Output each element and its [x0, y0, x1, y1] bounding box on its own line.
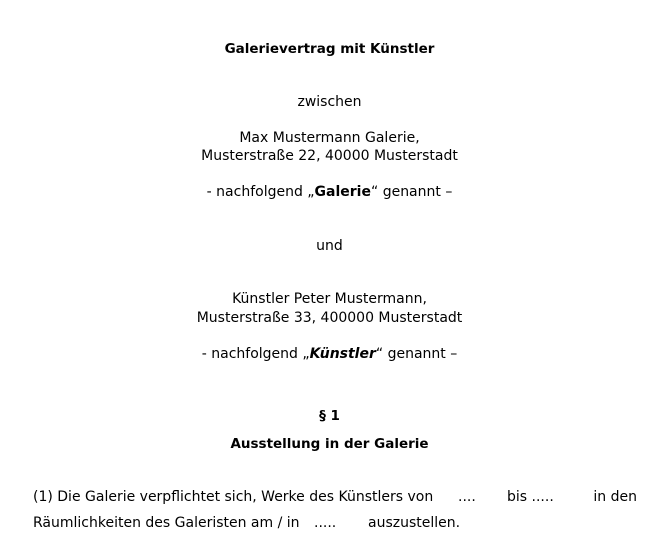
artist-designation-term: Künstler: [309, 346, 376, 362]
and-label: und: [316, 238, 343, 254]
paragraph-blank-place: .....: [314, 515, 337, 531]
section-heading: Ausstellung in der Galerie: [230, 436, 429, 452]
paragraph-line-1-tail: in den: [593, 489, 637, 505]
paragraph-line-2-text: Räumlichkeiten des Galeristen am / in: [33, 515, 300, 531]
gallery-name: Max Mustermann Galerie,: [239, 130, 420, 146]
artist-designation: [0, 345, 659, 363]
paragraph-blank-from: ....: [458, 489, 476, 505]
artist-name: Künstler Peter Mustermann,: [232, 291, 427, 307]
paragraph-line-2: [33, 514, 637, 532]
gallery-designation-term: Galerie: [314, 184, 371, 200]
gallery-designation-suffix: “ genannt –: [370, 184, 453, 200]
paragraph-line-1-text: (1) Die Galerie verpflichtet sich, Werke des Künstlers von: [33, 489, 434, 505]
between-label: zwischen: [297, 94, 362, 110]
artist-address: Musterstraße 33, 400000 Musterstadt: [196, 310, 463, 326]
gallery-address: Musterstraße 22, 40000 Musterstadt: [201, 148, 458, 164]
paragraph-line-2-tail: auszustellen.: [368, 515, 461, 531]
paragraph-line-1: [33, 488, 637, 506]
section-number: § 1: [319, 408, 340, 424]
gallery-designation: [0, 183, 659, 201]
document-title: Galerievertrag mit Künstler: [224, 41, 435, 57]
artist-designation-suffix: “ genannt –: [375, 346, 458, 362]
paragraph-bis: bis .....: [507, 489, 554, 505]
artist-designation-prefix: - nachfolgend „: [201, 346, 310, 362]
gallery-designation-prefix: - nachfolgend „: [206, 184, 315, 200]
